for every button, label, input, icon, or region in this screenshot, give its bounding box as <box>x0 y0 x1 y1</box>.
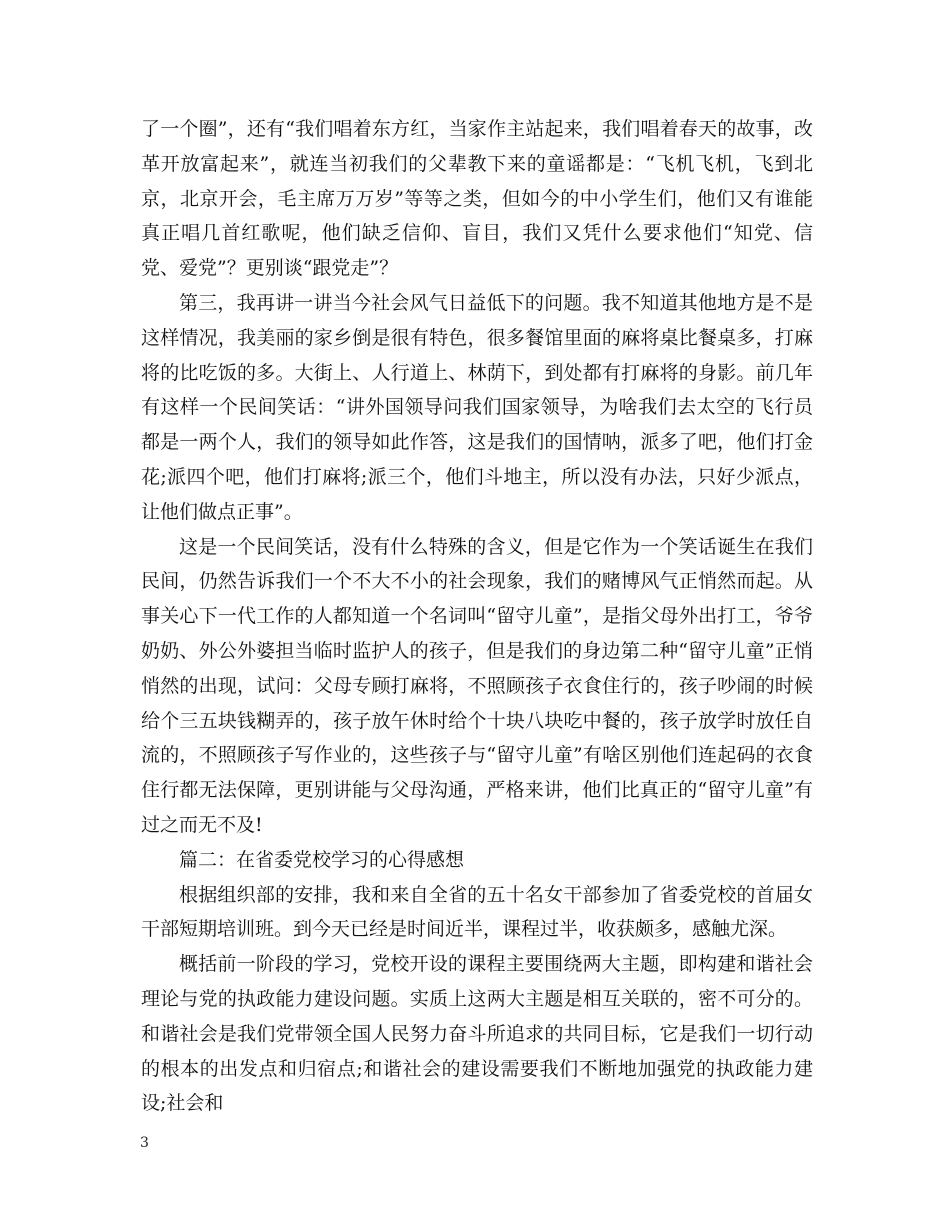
paragraph-2: 第三，我再讲一讲当今社会风气日益低下的问题。我不知道其他地方是不是这样情况，我美丽的家乡倒是很有特色，很多餐馆里面的麻将桌比餐桌多，打麻将的比吃饭的多。大街上、人行道上、林荫下，到处都有打麻将的身影。前几年有这样一个民间笑话：“讲外国领导问我们国家领导，为啥我们去太空的飞行员都是一两个人，我们的领导如此作答，这是我们的国情呐，派多了吧，他们打金花;派四个吧，他们打麻将;派三个，他们斗地主，所以没有办法，只好少派点，让他们做点正事”。 <box>141 291 813 523</box>
paragraph-5: 概括前一阶段的学习，党校开设的课程主要围绕两大主题，即构建和谐社会理论与党的执政能力建设问题。实质上这两大主题是相互关联的，密不可分的。和谐社会是我们党带领全国人民努力奋斗所追求的共同目标，它是我们一切行动的根本的出发点和归宿点;和谐社会的建设需要我们不断地加强党的执政能力建设;社会和 <box>141 953 813 1115</box>
body-text <box>141 112 813 1121</box>
paragraph-1: 了一个圈”，还有“我们唱着东方红，当家作主站起来，我们唱着春天的故事，改革开放富起来”，就连当初我们的父辈教下来的童谣都是：“飞机飞机，飞到北京，北京开会，毛主席万万岁”等等之类，但如今的中小学生们，他们又有谁能真正唱几首红歌呢，他们缺乏信仰、盲目，我们又凭什么要求他们“知党、信党、爱党”？更别谈“跟党走”？ <box>141 118 813 280</box>
paragraph-3: 这是一个民间笑话，没有什么特殊的含义，但是它作为一个笑话诞生在我们民间，仍然告诉我们一个不大不小的社会现象，我们的赌博风气正悄然而起。从事关心下一代工作的人都知道一个名词叫“留守儿童”，是指父母外出打工，爷爷奶奶、外公外婆担当临时监护人的孩子，但是我们的身边第二种“留守儿童”正悄悄然的出现，试问：父母专顾打麻将，不照顾孩子衣食住行的，孩子吵闹的时候给个三五块钱糊弄的，孩子放午休时给个十块八块吃中餐的，孩子放学时放任自流的，不照顾孩子写作业的，这些孩子与“留守儿童”有啥区别他们连起码的衣食住行都无法保障，更别讲能与父母沟通，严格来讲，他们比真正的“留守儿童”有过之而无不及! <box>141 535 813 836</box>
paragraph-4: 根据组织部的安排，我和来自全省的五十名女干部参加了省委党校的首届女干部短期培训班。到今天已经是时间近半，课程过半，收获颇多，感触尤深。 <box>141 883 813 941</box>
page-number: 3 <box>140 1135 149 1151</box>
section-heading: 篇二：在省委党校学习的心得感想 <box>179 848 465 871</box>
